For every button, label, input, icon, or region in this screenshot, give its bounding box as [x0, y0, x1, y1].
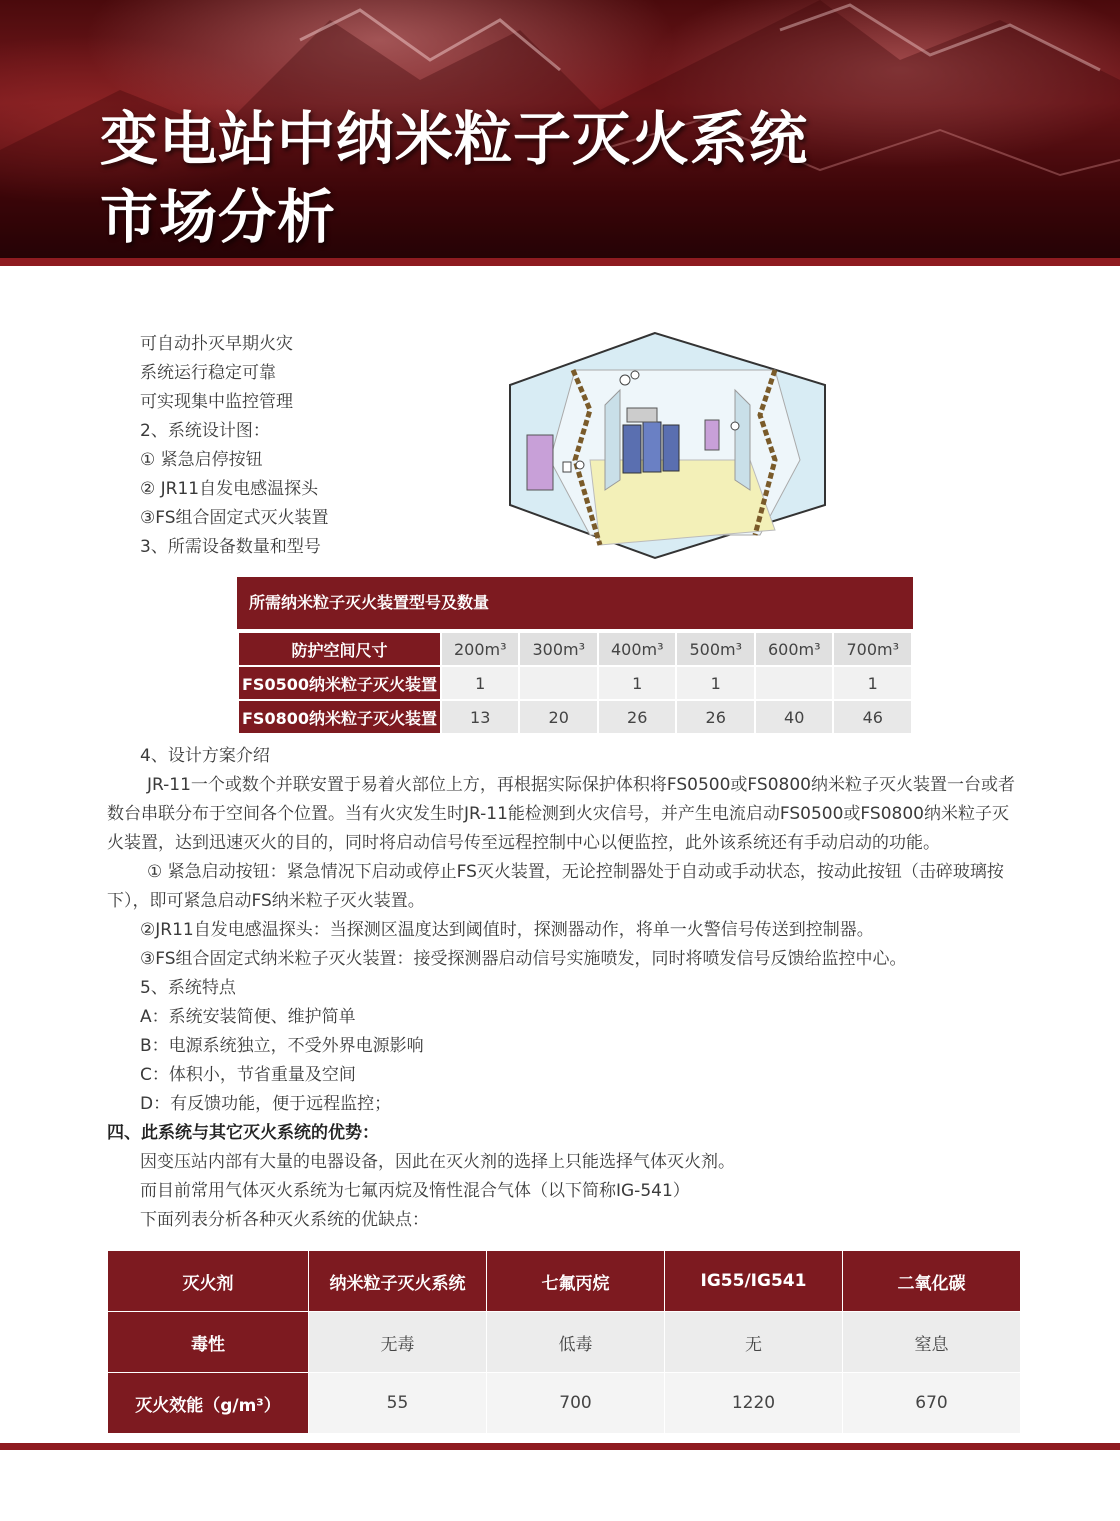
- intro-line: 可实现集中监控管理: [140, 392, 293, 412]
- spec-column-header: 300m³: [519, 632, 598, 666]
- section5-heading: 5、系统特点: [140, 978, 236, 998]
- spec-column-header: 400m³: [598, 632, 677, 666]
- comparison-table: [107, 1250, 1021, 1434]
- spec-cell: 1: [441, 666, 520, 700]
- feature-item: D：有反馈功能，便于远程监控；: [140, 1094, 392, 1114]
- spec-column-header: 500m³: [676, 632, 755, 666]
- spec-cell: 40: [755, 700, 834, 734]
- intro-line: 系统运行稳定可靠: [140, 363, 276, 383]
- spec-cell: [755, 666, 834, 700]
- body-text: [107, 742, 1017, 1235]
- intro-line: 2、系统设计图：: [140, 421, 270, 441]
- intro-line: ② JR11自发电感温探头: [140, 479, 319, 499]
- spec-column-header: 700m³: [833, 632, 912, 666]
- section4-paragraph: ②JR11自发电感温探头：当探测区温度达到阈值时，探测器动作，将单一火警信号传送到控制器。: [140, 920, 874, 940]
- spec-cell: 46: [833, 700, 912, 734]
- header-banner: [0, 0, 1120, 258]
- page-title-line1: 变电站中纳米粒子灭火系统: [100, 105, 809, 173]
- spec-cell: 13: [441, 700, 520, 734]
- intro-line: 可自动扑灭早期火灾: [140, 334, 293, 354]
- compare-cell: 无: [665, 1312, 843, 1373]
- compare-header: 七氟丙烷: [487, 1251, 665, 1312]
- feature-item: C：体积小，节省重量及空间: [140, 1065, 356, 1085]
- spec-cell: 1: [833, 666, 912, 700]
- spec-column-header: 600m³: [755, 632, 834, 666]
- compare-row-label: 毒性: [108, 1312, 309, 1373]
- spec-cell: 26: [676, 700, 755, 734]
- spec-cell: [519, 666, 598, 700]
- table-row: [108, 1373, 1021, 1434]
- section4-paragraph: JR-11一个或数个并联安置于易着火部位上方，再根据实际保护体积将FS0500或FS0800纳米粒子灭火装置一台或者数台串联分布于空间各个位置。当有火灾发生时JR-11能检测到火灾信号，并产生电流启动FS0500或FS0800纳米粒子灭火装置，达到迅速灭火的目的，同时将启动信号传至远程控制中心以便监控，此外该系统还有手动启动的功能。: [107, 775, 1015, 853]
- intro-line: ③FS组合固定式灭火装置: [140, 508, 329, 528]
- advantages-line: 而目前常用气体灭火系统为七氟丙烷及惰性混合气体（以下简称IG-541）: [140, 1181, 690, 1201]
- section4-heading: 4、设计方案介绍: [140, 746, 270, 766]
- spec-table-title: 所需纳米粒子灭火装置型号及数量: [237, 577, 913, 629]
- compare-cell: 1220: [665, 1373, 843, 1434]
- compare-header: 二氧化碳: [843, 1251, 1021, 1312]
- compare-header: 纳米粒子灭火系统: [309, 1251, 487, 1312]
- advantages-heading: 四、此系统与其它灭火系统的优势：: [107, 1123, 379, 1143]
- compare-header: IG55/IG541: [665, 1251, 843, 1312]
- advantages-line: 下面列表分析各种灭火系统的优缺点：: [140, 1210, 429, 1230]
- page-title-line2: 市场分析: [100, 183, 337, 251]
- compare-cell: 55: [309, 1373, 487, 1434]
- equipment-spec-table: [237, 577, 913, 735]
- banner-divider: [0, 258, 1120, 266]
- spec-row-label: FS0500纳米粒子灭火装置: [238, 666, 441, 700]
- section4-paragraph: ① 紧急启动按钮：紧急情况下启动或停止FS灭火装置，无论控制器处于自动或手动状态，按动此按钮（击碎玻璃按下），即可紧急启动FS纳米粒子灭火装置。: [107, 862, 1004, 911]
- feature-item: A：系统安装简便、维护简单: [140, 1007, 356, 1027]
- spec-cell: 1: [676, 666, 755, 700]
- intro-list: [140, 330, 329, 562]
- compare-cell: 低毒: [487, 1312, 665, 1373]
- spec-row-label: FS0800纳米粒子灭火装置: [238, 700, 441, 734]
- table-row: [238, 632, 912, 666]
- table-row: [108, 1251, 1021, 1312]
- compare-cell: 700: [487, 1373, 665, 1434]
- compare-cell: 窒息: [843, 1312, 1021, 1373]
- compare-header: 灭火剂: [108, 1251, 309, 1312]
- table-row: [108, 1312, 1021, 1373]
- spec-column-header: 200m³: [441, 632, 520, 666]
- spec-header-label: 防护空间尺寸: [238, 632, 441, 666]
- spec-cell: 1: [598, 666, 677, 700]
- system-design-illustration: [505, 330, 835, 565]
- compare-cell: 670: [843, 1373, 1021, 1434]
- intro-line: 3、所需设备数量和型号: [140, 537, 321, 557]
- spec-cell: 20: [519, 700, 598, 734]
- table-row: [238, 666, 912, 700]
- feature-item: B：电源系统独立，不受外界电源影响: [140, 1036, 424, 1056]
- table-row: [238, 700, 912, 734]
- section4-paragraph: ③FS组合固定式纳米粒子灭火装置：接受探测器启动信号实施喷发，同时将喷发信号反馈给监控中心。: [140, 949, 907, 969]
- compare-row-label: 灭火效能（g/m³）: [108, 1373, 309, 1434]
- intro-line: ① 紧急启停按钮: [140, 450, 263, 470]
- advantages-line: 因变压站内部有大量的电器设备，因此在灭火剂的选择上只能选择气体灭火剂。: [140, 1152, 735, 1172]
- compare-cell: 无毒: [309, 1312, 487, 1373]
- footer-divider: [0, 1443, 1120, 1450]
- spec-cell: 26: [598, 700, 677, 734]
